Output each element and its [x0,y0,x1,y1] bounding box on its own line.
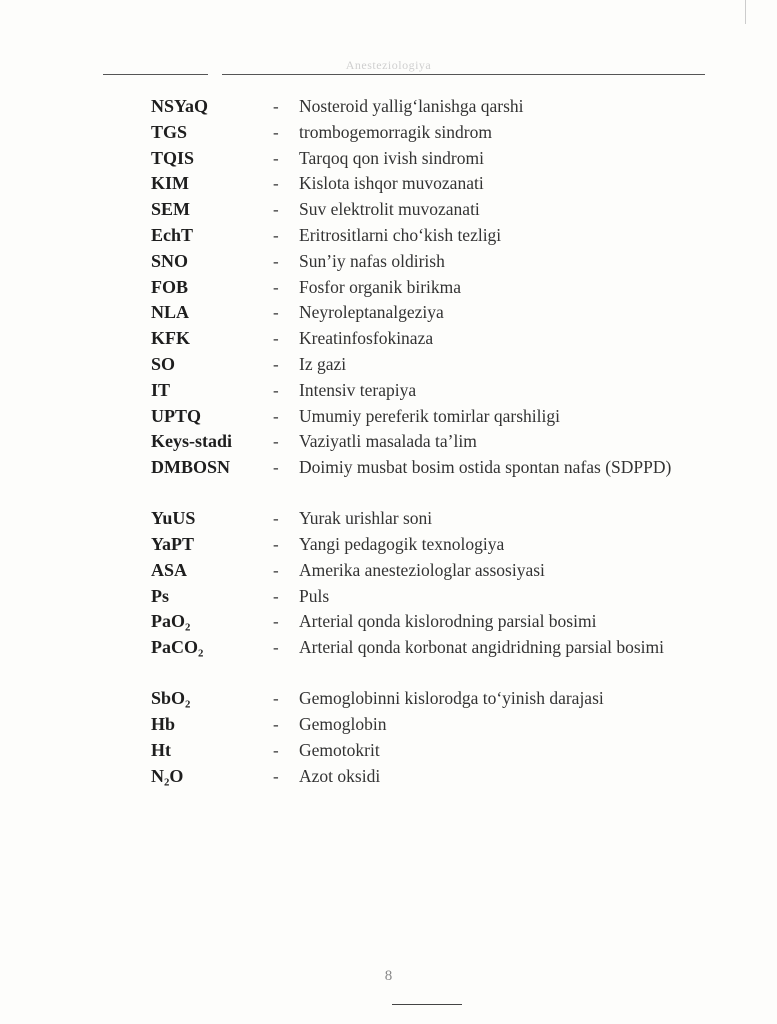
definition: trombogemorragik sindrom [299,121,492,142]
definition: Arterial qonda korbonat angidridning parsial bosimi [299,637,664,658]
separator-dash: - [273,277,279,297]
definition: Intensiv terapiya [299,379,417,400]
definition: Iz gazi [299,353,347,374]
separator-dash: - [273,714,279,734]
page-edge-mark [745,0,756,24]
list-item [0,404,777,430]
definition: Suv elektrolit muvozanati [299,199,480,220]
abbreviation: ASA [151,559,188,580]
definition: Puls [299,585,330,606]
separator-dash: - [273,586,279,606]
list-item [0,584,777,610]
footer-rule [392,1004,462,1005]
page-number: 8 [384,968,393,984]
list-item [0,764,777,790]
separator-dash: - [273,740,279,760]
separator-dash: - [273,97,279,116]
abbreviation: UPTQ [151,405,202,426]
header-rule-right [222,74,705,75]
abbreviation: NSYaQ [151,96,209,116]
definition: Kislota ishqor muvozanati [299,173,484,194]
abbreviation: SNO [151,250,189,271]
separator-dash: - [273,432,279,452]
list-item [0,532,777,558]
abbreviation: Ps [151,585,169,606]
list-item [0,429,777,455]
abbreviation: SEM [151,199,191,220]
abbreviation: Keys-stadi [151,431,232,452]
separator-dash: - [273,689,279,709]
separator-dash: - [273,766,279,786]
list-item [0,197,777,223]
separator-dash: - [273,148,279,168]
abbreviation: TQIS [151,147,195,168]
definition: Nosteroid yallig‘lanishga qarshi [299,96,524,116]
abbreviation: SbO₂ [151,688,191,709]
list-item [0,712,777,738]
definition: Tarqoq qon ivish sindromi [299,147,484,168]
abbreviation: YaPT [151,533,195,554]
abbreviation: EchT [151,224,194,245]
list-item [0,94,777,120]
abbreviation: KFK [151,328,190,349]
list-item [0,609,777,635]
definition: Yangi pedagogik texnologiya [299,533,505,554]
list-item [0,686,777,712]
list-item [0,738,777,764]
definition: Arterial qonda kislorodning parsial bosimi [299,611,597,632]
running-header: Anesteziologiya [345,58,432,72]
definition: Azot oksidi [299,765,381,786]
abbreviation: DMBOSN [151,457,231,478]
definition: Eritrositlarni cho‘kish tezligi [299,224,502,245]
list-item [0,275,777,301]
separator-dash: - [273,354,279,374]
separator-dash: - [273,612,279,632]
list-item [0,506,777,532]
separator-dash: - [273,174,279,194]
definition: Neyroleptanalgeziya [299,302,444,323]
separator-dash: - [273,251,279,271]
definition: Umumiy pereferik tomirlar qarshiligi [299,405,560,426]
list-item [0,558,777,584]
abbreviation: NLA [151,302,190,323]
list-item [0,352,777,378]
abbreviation: PaCO₂ [151,637,204,658]
header-rule-left [103,74,208,75]
definition: Yurak urishlar soni [299,508,433,529]
abbreviation: N₂O [151,765,184,786]
separator-dash: - [273,122,279,142]
list-item [0,635,777,686]
abbreviation: YuUS [151,508,196,529]
separator-dash: - [273,534,279,554]
abbreviation: Ht [151,739,171,760]
list-item [0,378,777,404]
list-item [0,249,777,275]
separator-dash: - [273,406,279,426]
separator-dash: - [273,560,279,580]
separator-dash: - [273,380,279,400]
abbreviation: SO [151,353,176,374]
separator-dash: - [273,458,279,478]
abbreviation: TGS [151,121,188,142]
abbreviation: KIM [151,173,189,194]
definition: Fosfor organik birikma [299,276,462,297]
list-item [0,120,777,146]
list-item [0,326,777,352]
list-item [0,300,777,326]
separator-dash: - [273,200,279,220]
separator-dash: - [273,509,279,529]
separator-dash: - [273,303,279,323]
abbreviation: Hb [151,713,176,734]
separator-dash: - [273,329,279,349]
abbreviation: PaO₂ [151,611,191,632]
separator-dash: - [273,225,279,245]
definition: Doimiy musbat bosim ostida spontan nafas (SDPPD) [299,457,672,478]
abbreviation-list [0,94,777,789]
definition: Amerika anesteziologlar assosiyasi [299,559,545,580]
separator-dash: - [273,638,279,658]
definition: Kreatinfosfokinaza [299,328,434,349]
list-item [0,146,777,172]
definition: Vaziyatli masalada ta’lim [299,431,477,452]
definition: Gemotokrit [299,739,380,760]
list-item [0,455,777,506]
list-item [0,171,777,197]
definition: Gemoglobin [299,713,387,734]
definition: Gemoglobinni kislorodga to‘yinish darajasi [299,688,604,709]
list-item [0,223,777,249]
abbreviation: FOB [151,276,189,297]
definition: Sun’iy nafas oldirish [299,250,445,271]
abbreviation: IT [151,379,171,400]
